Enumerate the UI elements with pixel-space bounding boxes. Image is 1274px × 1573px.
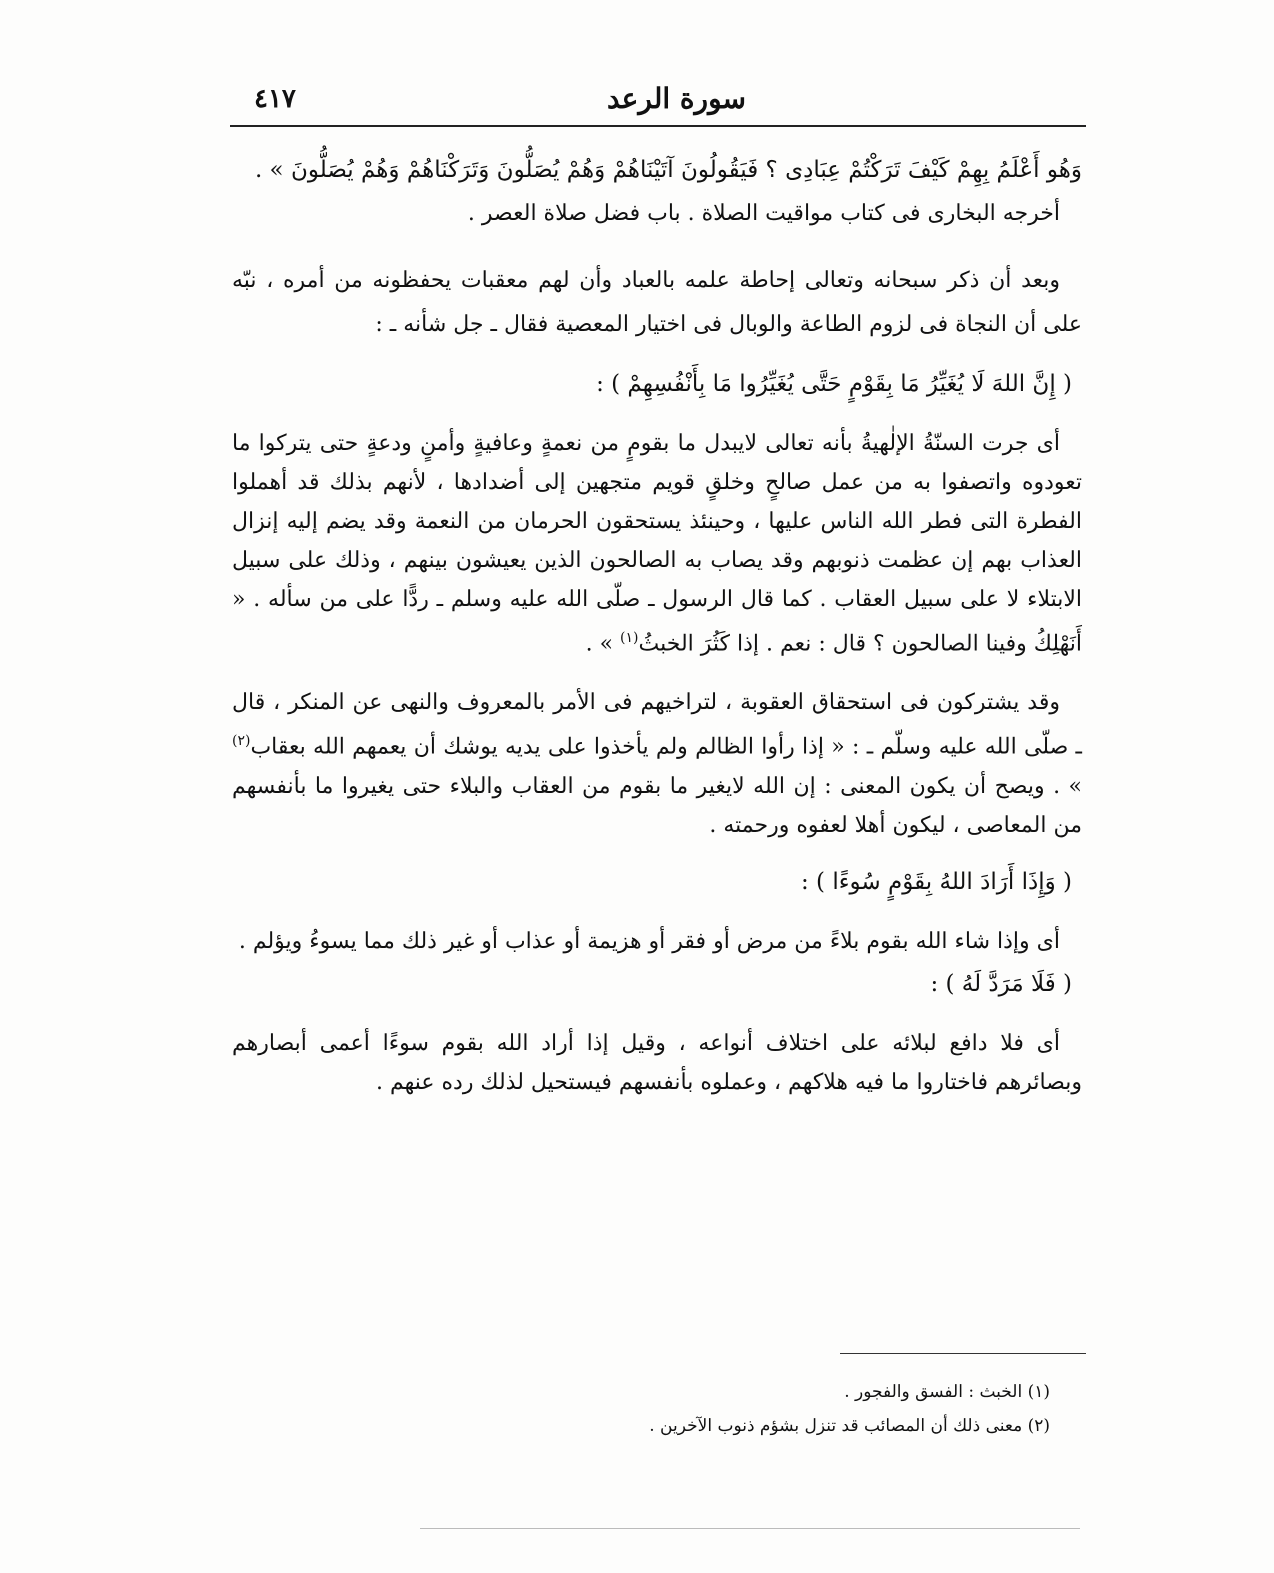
main-text [232, 150, 1082, 1122]
page-header [230, 82, 1086, 122]
footnote-divider [840, 1353, 1086, 1354]
bottom-edge-line [420, 1528, 1080, 1529]
tafsir-paragraph-3: أى وإذا شاء الله بقوم بلاءً من مرض أو فقر أو هزيمة أو عذاب أو غير ذلك مما يسوءُ ويؤلم . [238, 928, 1060, 954]
verse-line: وَهُو أَعْلَمُ بِهِمْ كَيْفَ تَرَكْتُمْ عِبَادِى ؟ فَيَقُولُونَ آتَيْنَاهُمْ وَهُمْ يُصَلُّونَ وَتَرَكْنَاهُمْ وَهُمْ يُصَلُّونَ » . [254, 157, 1082, 183]
quran-quote-3: ( فَلَا مَرَدَّ لَهُ ) : [930, 970, 1072, 997]
tafsir-paragraph-1 [232, 424, 1082, 663]
footnote-marker-2: (٢) [232, 733, 251, 750]
tafsir-paragraph-2 [232, 683, 1082, 844]
running-title: سورة الرعد [606, 82, 746, 115]
footnote-1: (١) الخبث : الفسق والفجور . [844, 1382, 1050, 1402]
footnote-marker-1: (١) [620, 630, 639, 646]
page-number: ٤١٧ [254, 84, 296, 114]
tafsir-2-text: وقد يشتركون فى استحقاق العقوبة ، لتراخيهم فى الأمر بالمعروف والنهى عن المنكر ، قال ـ صلّى الله عليه وسلّم ـ : « إذا رأوا الظالم ولم يأخذوا على يديه يوشك أن يعمهم الله بعقاب [232, 690, 1082, 760]
tafsir-paragraph-4: أى فلا دافع لبلائه على اختلاف أنواعه ، وقيل إذا أراد الله بقوم سوءًا أعمى أبصارهم وبصائرهم فاختاروا ما فيه هلاكهم ، وعملوه بأنفسهم فيستحيل لذلك رده عنهم . [232, 1030, 1082, 1095]
tafsir-1-end: » . [585, 631, 614, 657]
quran-quote-2: ( وَإِذَا أَرَادَ اللهُ بِقَوْمٍ سُوءًا ) : [801, 868, 1072, 895]
header-divider [230, 125, 1086, 127]
footnote-2: (٢) معنى ذلك أن المصائب قد تنزل بشؤم ذنوب الآخرين . [649, 1416, 1050, 1436]
tafsir-2-end: » . ويصح أن يكون المعنى : إن الله لايغير ما بقوم من العقاب والبلاء حتى يغيروا ما بأنفسهم من المعاصى ، ليكون أهلا لعفوه ورحمته . [232, 773, 1082, 838]
intro-paragraph: وبعد أن ذكر سبحانه وتعالى إحاطة علمه بالعباد وأن لهم معقبات يحفظونه من أمره ، نبّه على أن النجاة فى لزوم الطاعة والوبال فى اختيار المعصية فقال ـ جل شأنه ـ : [232, 268, 1082, 337]
quran-quote-1: ( إِنَّ اللهَ لَا يُغَيِّرُ مَا بِقَوْمٍ حَتَّى يُغَيِّرُوا مَا بِأَنْفُسِهِمْ ) : [596, 371, 1072, 397]
tafsir-1-text: أى جرت السنّةُ الإلٰهيةُ بأنه تعالى لايبدل ما بقومٍ من نعمةٍ وعافيةٍ وأمنٍ ودعةٍ حتى يتركوا ما تعودوه واتصفوا به من عمل صالحٍ وخلقٍ قويم متجهين إلى أضدادها ، لأنهم بذلك قد أهملوا الفطرة التى فطر الله الناس عليها ، وحينئذ يستحقون الحرمان من النعمة وقد يضم إليه إنزال العذاب بهم إن عظمت ذنوبهم وقد يصاب به الصالحون الذين يعيشون بينهم ، وذلك على سبيل الابتلاء لا على سبيل العقاب . كما قال الرسول ـ صلّى الله عليه وسلم ـ ردًّا على من سأله . « أَنَهْلِكُ وفينا الصالحون ؟ قال : نعم . إذا كَثُرَ الخبثُ [232, 431, 1082, 657]
hadith-source: أخرجه البخارى فى كتاب مواقيت الصلاة . باب فضل صلاة العصر . [467, 201, 1060, 226]
footnotes [560, 1375, 1050, 1443]
